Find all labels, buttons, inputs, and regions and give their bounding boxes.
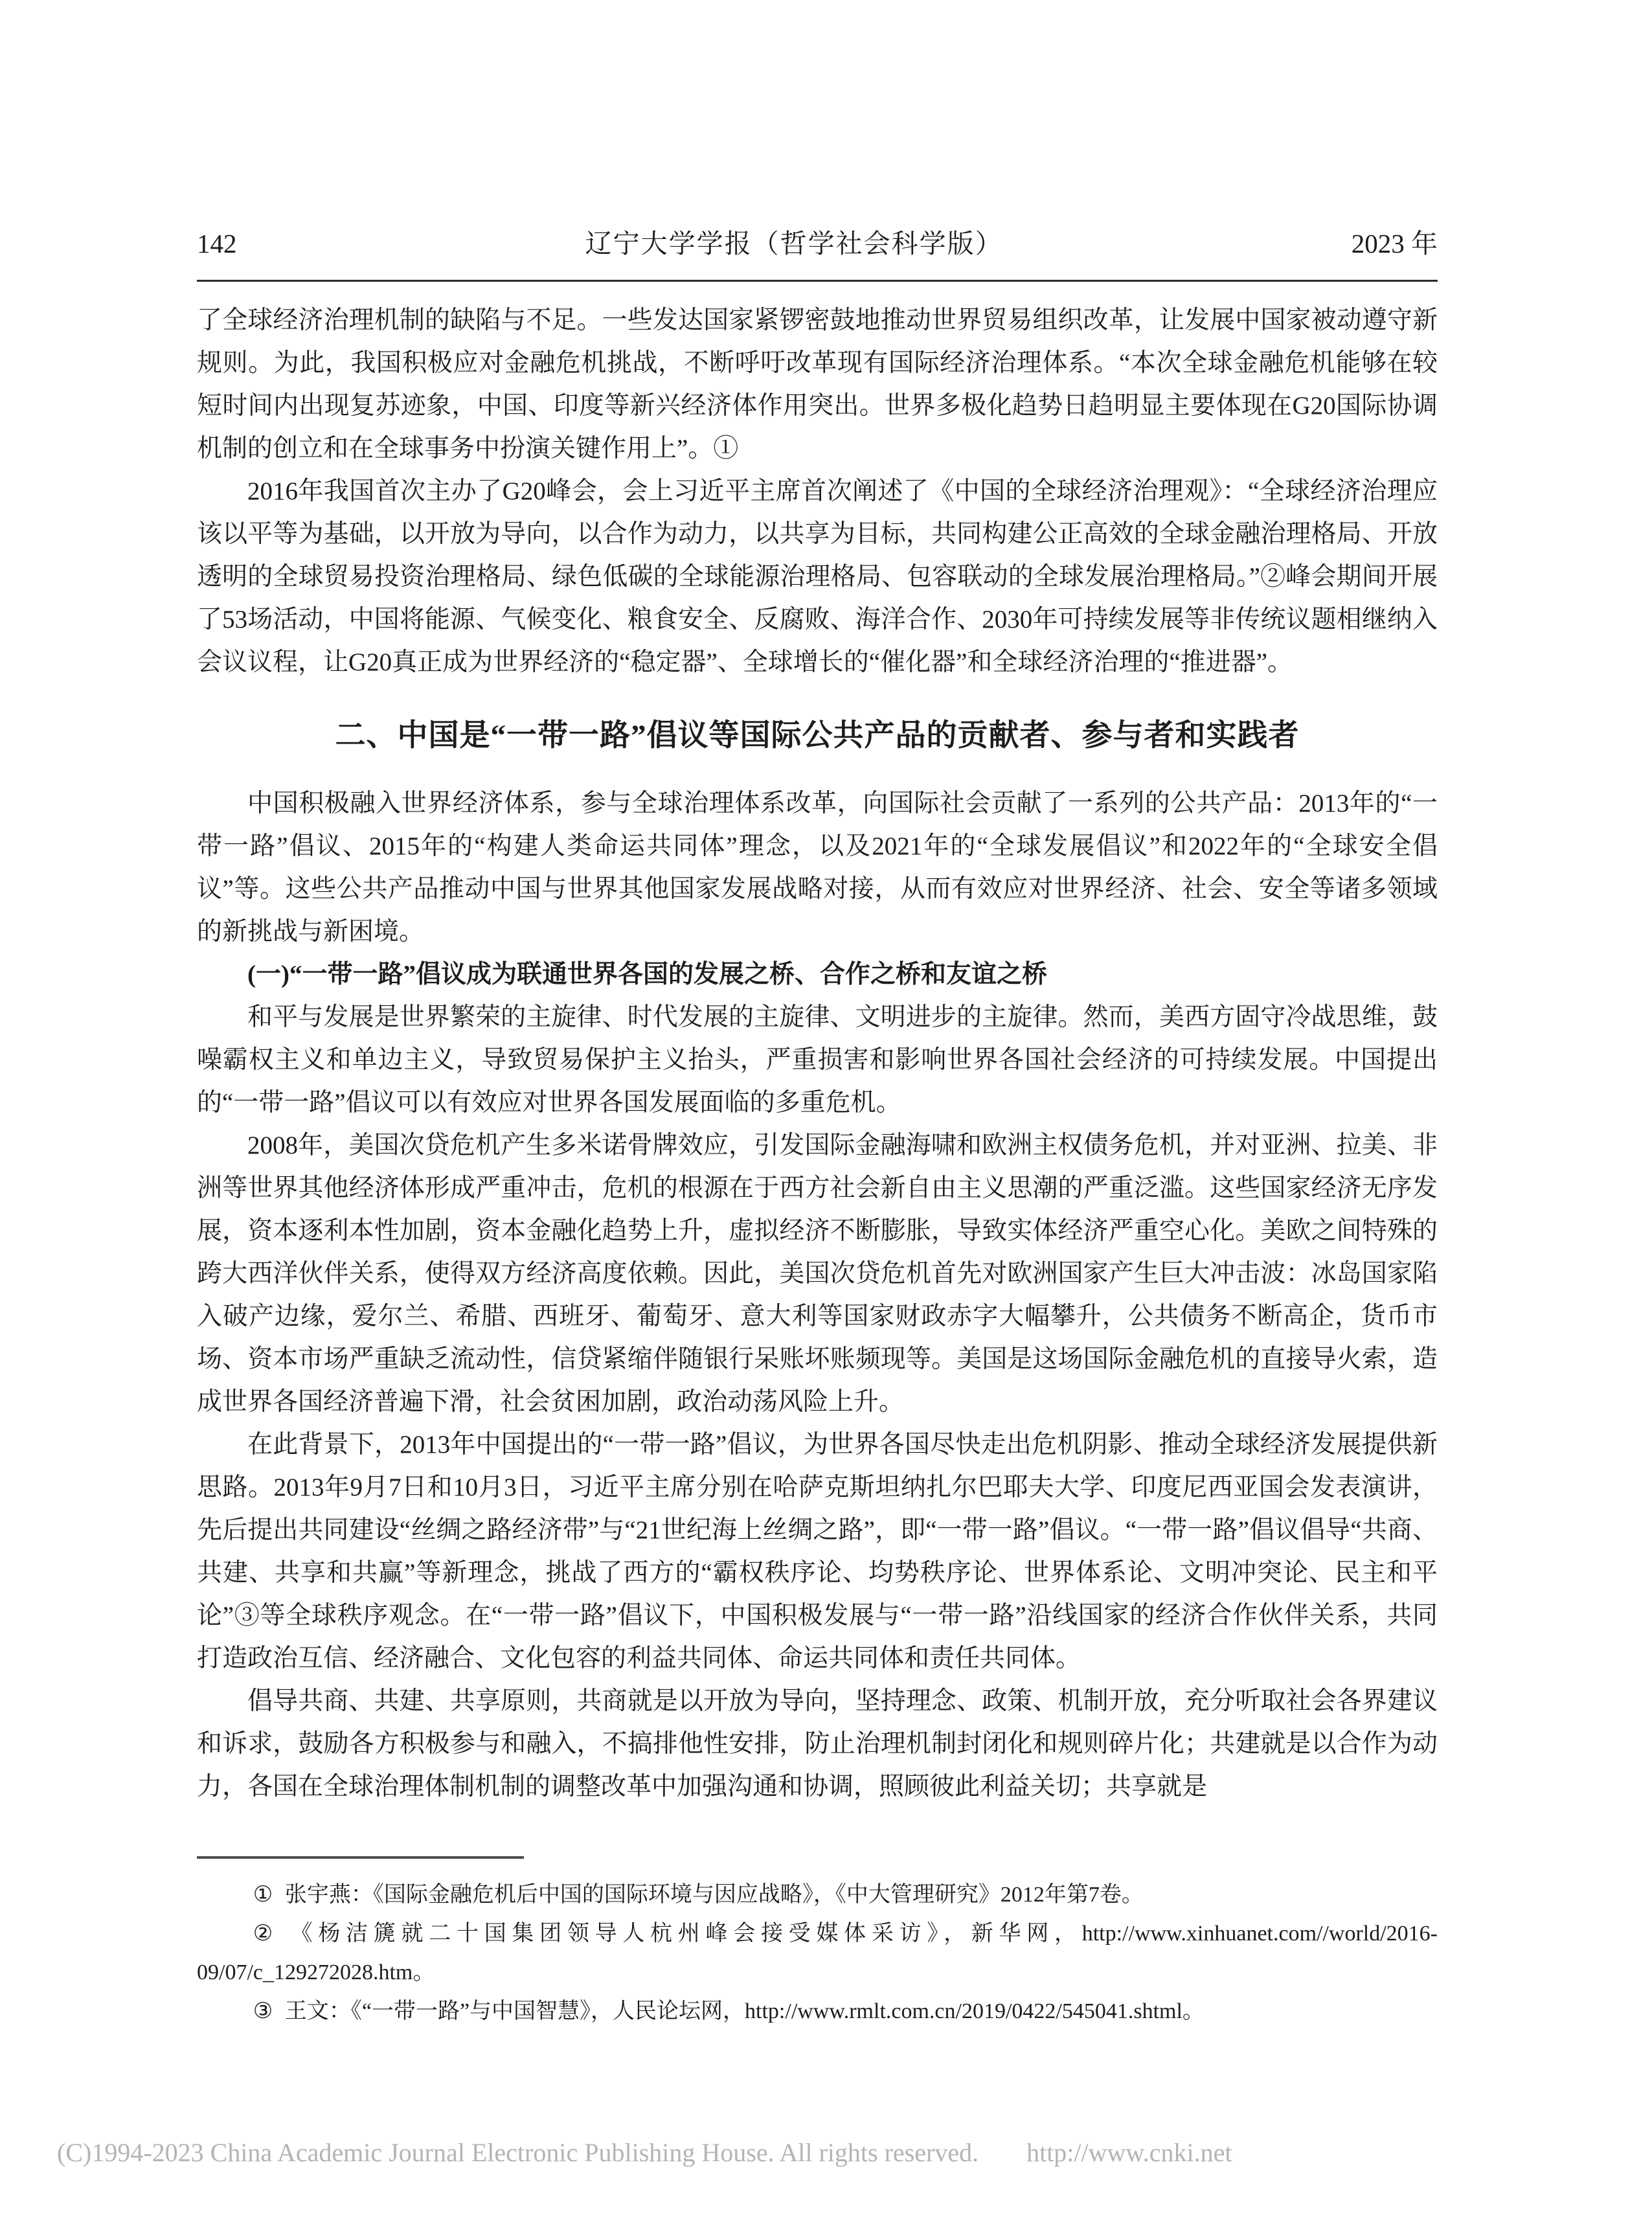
body-paragraph: 了全球经济治理机制的缺陷与不足。一些发达国家紧锣密鼓地推动世界贸易组织改革，让发展中国家被动遵守新规则。为此，我国积极应对金融危机挑战，不断呼吁改革现有国际经济治理体系。“本次全球金融危机能够在较短时间内出现复苏迹象，中国、印度等新兴经济体作用突出。世界多极化趋势日趋明显主要体现在G20国际协调机制的创立和在全球事务中扮演关键作用上”。① [197, 306, 1438, 462]
footnote-text: 《杨洁篪就二十国集团领导人杭州峰会接受媒体采访》，新华网，http://www.xinhuanet.com//world/2016-09/07/c_129272028.htm。 [197, 1922, 1438, 1984]
body-paragraph: 和平与发展是世界繁荣的主旋律、时代发展的主旋律、文明进步的主旋律。然而，美西方固守冷战思维，鼓噪霸权主义和单边主义，导致贸易保护主义抬头，严重损害和影响世界各国社会经济的可持续发展。中国提出的“一带一路”倡议可以有效应对世界各国发展面临的多重危机。 [197, 1003, 1438, 1117]
page-number: 142 [197, 229, 237, 258]
footnote-divider [197, 1856, 524, 1859]
footnote-marker: ③ [253, 1999, 273, 2023]
journal-title: 辽宁大学学报（哲学社会科学版） [585, 229, 1003, 258]
issue-year: 2023 年 [1351, 229, 1438, 258]
body-paragraph: 中国积极融入世界经济体系，参与全球治理体系改革，向国际社会贡献了一系列的公共产品：2013年的“一带一路”倡议、2015年的“构建人类命运共同体”理念，以及2021年的“全球发展倡议”和2022年的“全球安全倡议”等。这些公共产品推动中国与世界其他国家发展战略对接，从而有效应对世界经济、社会、安全等诸多领域的新挑战与新困境。 [197, 789, 1438, 946]
page-footer [57, 2137, 1598, 2168]
section-heading: 二、中国是“一带一路”倡议等国际公共产品的贡献者、参与者和实践者 [335, 719, 1300, 753]
footnote [197, 1876, 1438, 1914]
article-body [197, 299, 1438, 1808]
footnote [197, 1992, 1438, 2031]
subsection-heading: (一)“一带一路”倡议成为联通世界各国的发展之桥、合作之桥和友谊之桥 [247, 960, 1047, 988]
body-paragraph: 在此背景下，2013年中国提出的“一带一路”倡议，为世界各国尽快走出危机阴影、推动全球经济发展提供新思路。2013年9月7日和10月3日，习近平主席分别在哈萨克斯坦纳扎尔巴耶夫大学、印度尼西亚国会发表演讲，先后提出共同建设“丝绸之路经济带”与“21世纪海上丝绸之路”，即“一带一路”倡议。“一带一路”倡议倡导“共商、共建、共享和共赢”等新理念，挑战了西方的“霸权秩序论、均势秩序论、世界体系论、文明冲突论、民主和平论”③等全球秩序观念。在“一带一路”倡议下，中国积极发展与“一带一路”沿线国家的经济合作伙伴关系，共同打造政治互信、经济融合、文化包容的利益共同体、命运共同体和责任共同体。 [197, 1431, 1438, 1672]
copyright-notice: (C)1994-2023 China Academic Journal Electronic Publishing House. All rights reserved. [57, 2138, 979, 2167]
footnote-marker: ② [253, 1922, 278, 1946]
body-paragraph: 倡导共商、共建、共享原则，共商就是以开放为导向，坚持理念、政策、机制开放，充分听取社会各界建议和诉求，鼓励各方积极参与和融入，不搞排他性安排，防止治理机制封闭化和规则碎片化；共建就是以合作为动力，各国在全球治理体制机制的调整改革中加强沟通和协调，照顾彼此利益关切；共享就是 [197, 1687, 1438, 1800]
page-header [197, 228, 1438, 282]
cnki-url: http://www.cnki.net [1026, 2138, 1232, 2167]
footnote [197, 1914, 1438, 1992]
footnote-text: 张宇燕：《国际金融危机后中国的国际环境与因应战略》，《中大管理研究》2012年第7卷。 [284, 1883, 1144, 1907]
footnote-marker: ① [253, 1883, 273, 1907]
footnote-text: 王文：《“一带一路”与中国智慧》，人民论坛网，http://www.rmlt.com.cn/2019/0422/545041.shtml。 [284, 1999, 1205, 2023]
footnotes-section [197, 1856, 1438, 2031]
body-paragraph: 2016年我国首次主办了G20峰会，会上习近平主席首次阐述了《中国的全球经济治理观》：“全球经济治理应该以平等为基础，以开放为导向，以合作为动力，以共享为目标，共同构建公正高效的全球金融治理格局、开放透明的全球贸易投资治理格局、绿色低碳的全球能源治理格局、包容联动的全球发展治理格局。”②峰会期间开展了53场活动，中国将能源、气候变化、粮食安全、反腐败、海洋合作、2030年可持续发展等非传统议题相继纳入会议议程，让G20真正成为世界经济的“稳定器”、全球增长的“催化器”和全球经济治理的“推进器”。 [197, 477, 1438, 676]
body-paragraph: 2008年，美国次贷危机产生多米诺骨牌效应，引发国际金融海啸和欧洲主权债务危机，并对亚洲、拉美、非洲等世界其他经济体形成严重冲击，危机的根源在于西方社会新自由主义思潮的严重泛滥。这些国家经济无序发展，资本逐利本性加剧，资本金融化趋势上升，虚拟经济不断膨胀，导致实体经济严重空心化。美欧之间特殊的跨大西洋伙伴关系，使得双方经济高度依赖。因此，美国次贷危机首先对欧洲国家产生巨大冲击波：冰岛国家陷入破产边缘，爱尔兰、希腊、西班牙、葡萄牙、意大利等国家财政赤字大幅攀升，公共债务不断高企，货币市场、资本市场严重缺乏流动性，信贷紧缩伴随银行呆账坏账频现等。美国是这场国际金融危机的直接导火索，造成世界各国经济普遍下滑，社会贫困加剧，政治动荡风险上升。 [197, 1131, 1438, 1416]
